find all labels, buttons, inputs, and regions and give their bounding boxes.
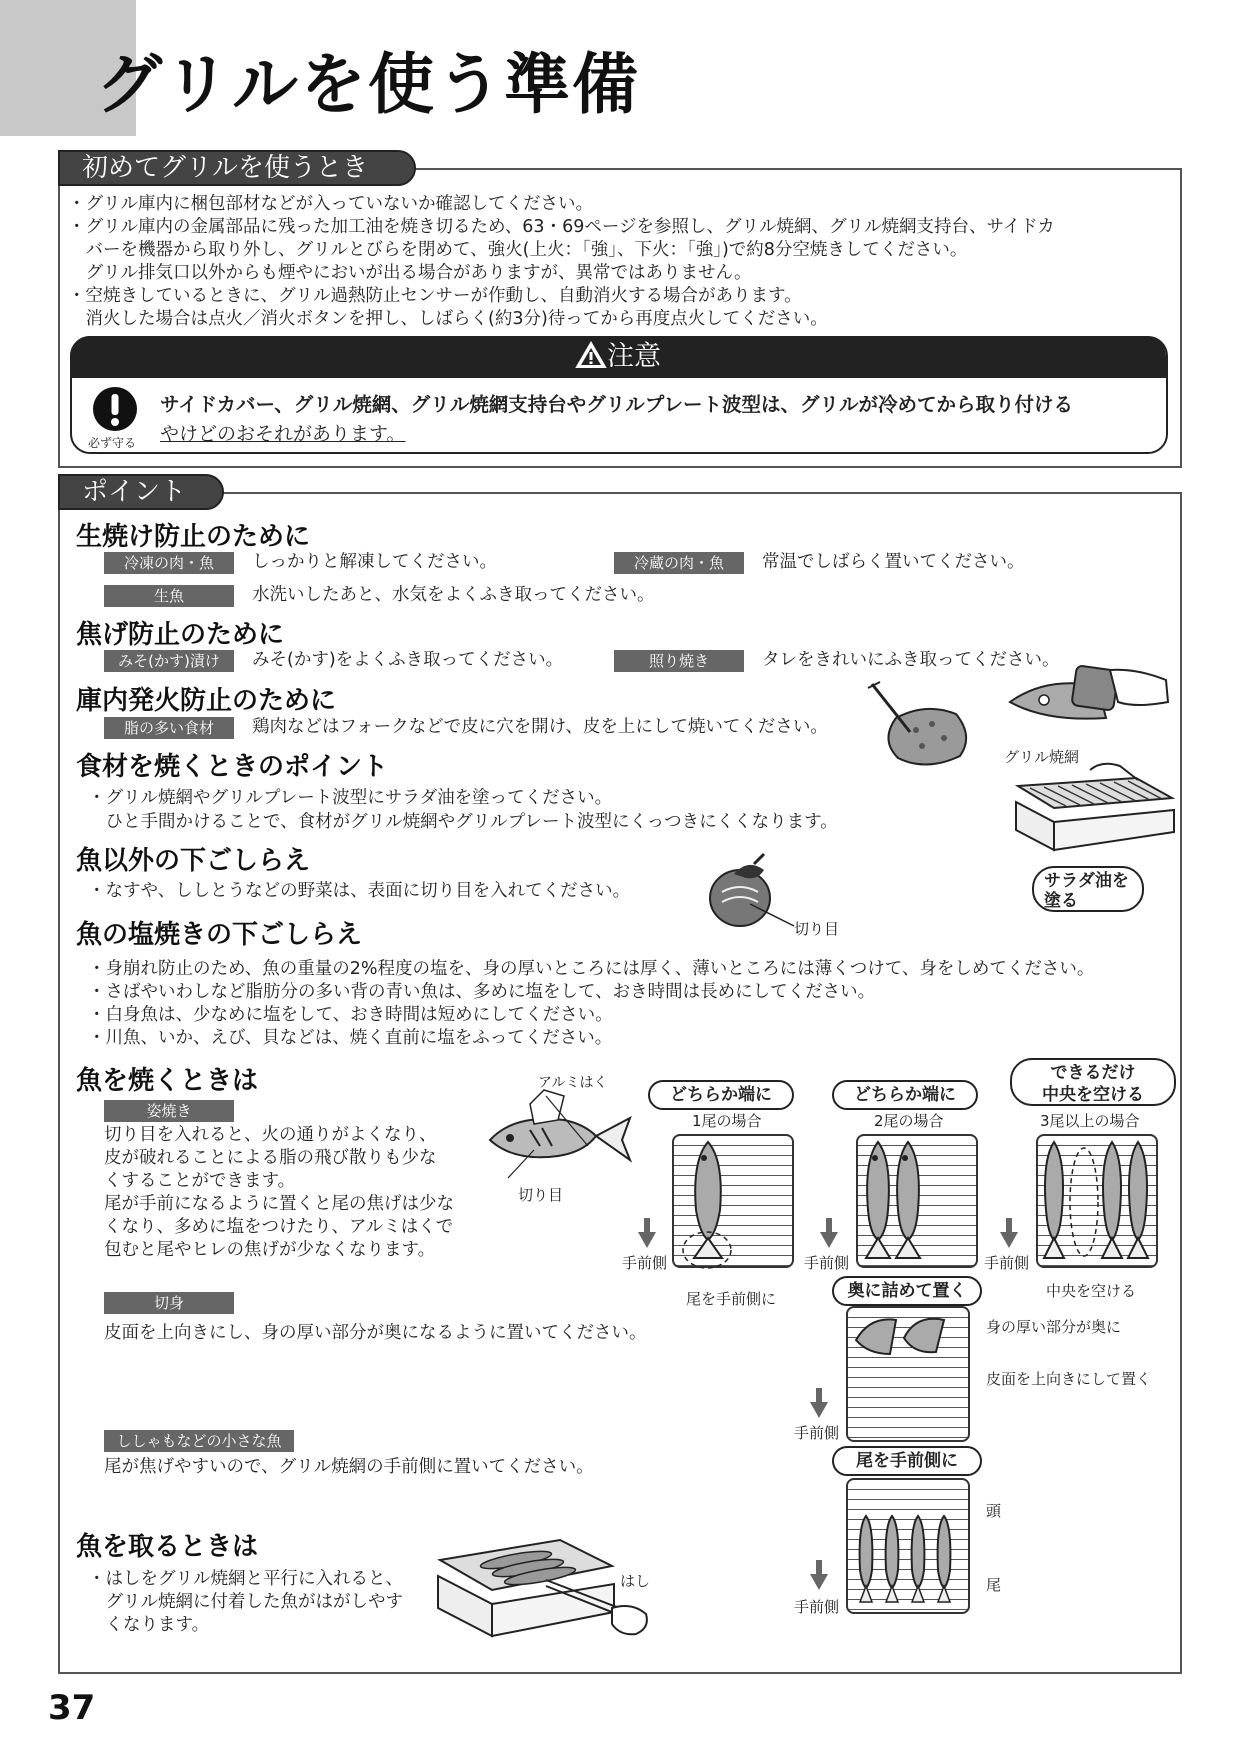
case3-pill-line2: 中央を空ける: [1042, 1085, 1144, 1105]
grill-tips-line: ・グリル焼網やグリルプレート波型にサラダ油を塗ってください。: [88, 788, 613, 808]
fish-heading: 魚を焼くときは: [76, 1066, 259, 1096]
burn-text-teriyaki: タレをきれいにふき取ってください。: [762, 650, 1060, 670]
case3-sub: 3尾以上の場合: [1040, 1112, 1140, 1130]
small-fish-front: 手前側: [794, 1598, 840, 1616]
tag-chilled: 冷蔵の肉・魚: [614, 552, 744, 574]
points-heading: ポイント: [58, 474, 224, 510]
case2-sub: 2尾の場合: [874, 1112, 944, 1130]
veg-heading: 魚以外の下ごしらえ: [76, 846, 311, 876]
case2-pill: どちらか端に: [832, 1080, 978, 1110]
whole-fish-line: くすることができます。: [104, 1171, 296, 1191]
grill-grate-illustration: [1010, 760, 1180, 860]
whole-fish-line: 包むと尾やヒレの焦げが少なくなります。: [104, 1240, 436, 1260]
caution-bar: [70, 336, 1166, 378]
first-use-line: ・空焼きしているときに、グリル過熱防止センサーが作動し、自動消火する場合があります。: [68, 286, 802, 306]
tag-teriyaki: 照り焼き: [614, 650, 744, 672]
whole-fish-cut-label: 切り目: [518, 1186, 564, 1204]
raw-text-frozen: しっかりと解凍してください。: [252, 552, 497, 572]
caution-title: 注意: [607, 341, 661, 372]
veg-line: ・なすや、ししとうなどの野菜は、表面に切り目を入れてください。: [88, 881, 631, 901]
tag-whole-fish: 姿焼き: [104, 1100, 234, 1122]
caution-main-text: サイドカバー、グリル焼網、グリル焼網支持台やグリルプレート波型は、グリルが冷めてから取り付ける: [160, 393, 1073, 416]
fillet-front: 手前側: [794, 1424, 840, 1442]
whole-fish-line: くなり、多めに塩をつけたり、アルミはくで: [104, 1217, 454, 1237]
head-label: 頭: [986, 1502, 1002, 1520]
arrow-down-icon: [810, 1560, 828, 1594]
case1-front: 手前側: [622, 1254, 668, 1272]
case1-fish: [688, 1140, 728, 1266]
burn-heading: 焦げ防止のために: [76, 620, 285, 650]
whole-fish-illustration: [484, 1090, 634, 1186]
first-use-line: 消火した場合は点火／消火ボタンを押し、しばらく(約3分)待ってから再度点火してください。: [68, 309, 828, 329]
veg-cut-label: 切り目: [794, 920, 840, 938]
tail-pill: 尾を手前側に: [832, 1446, 982, 1476]
salad-oil-badge: [1032, 866, 1144, 912]
case3-fish: [1040, 1140, 1152, 1266]
exclamation-icon: [92, 386, 138, 436]
caution-sub-text: やけどのおそれがあります。: [160, 423, 406, 445]
salt-line: ・身崩れ防止のため、魚の重量の2%程度の塩を、身の厚いところには厚く、薄いところには薄くつけて、身をしめてください。: [88, 959, 1095, 979]
grate-label: グリル焼網: [1004, 748, 1080, 766]
arrow-down-icon: [810, 1388, 828, 1422]
fire-heading: 庫内発火防止のために: [76, 686, 337, 716]
small-fish-text: 尾が焦げやすいので、グリル焼網の手前側に置いてください。: [104, 1457, 594, 1477]
thick-back-label: 身の厚い部分が奥に: [986, 1318, 1122, 1336]
tag-miso: みそ(かす)漬け: [104, 650, 234, 672]
salad-oil-label-2: 塗る: [1044, 891, 1078, 911]
tag-raw-fish: 生魚: [104, 585, 234, 607]
small-fish-illustration: [856, 1514, 956, 1610]
tag-small-fish: ししゃもなどの小さな魚: [104, 1430, 294, 1452]
salt-line: ・川魚、いか、えび、貝などは、焼く直前に塩をふってください。: [88, 1028, 613, 1048]
raw-text-chilled: 常温でしばらく置いてください。: [762, 552, 1025, 572]
back-pill: 奥に詰めて置く: [832, 1276, 982, 1306]
case1-pill: どちらか端に: [648, 1080, 794, 1110]
raw-heading: 生焼け防止のために: [76, 522, 311, 552]
remove-text: [88, 1568, 403, 1637]
whole-fish-text: [104, 1124, 454, 1262]
must-follow-label: 必ず守る: [88, 436, 137, 450]
arrow-down-icon: [820, 1218, 838, 1252]
first-use-line: バーを機器から取り外し、グリルとびらを閉めて、強火(上火：「強」、下火：「強」)で約8分空焼きしてください。: [68, 240, 968, 260]
chopsticks-label: はし: [620, 1572, 651, 1590]
fillet-text: 皮面を上向きにし、身の厚い部分が奥になるように置いてください。: [104, 1323, 647, 1343]
first-use-line: グリル排気口以外からも煙やにおいが出る場合がありますが、異常ではありません。: [68, 263, 752, 283]
salad-oil-label-1: サラダ油を: [1044, 871, 1129, 891]
tag-fillet: 切身: [104, 1292, 234, 1314]
remove-line: ・はしをグリル焼網と平行に入れると、: [88, 1569, 403, 1589]
case2-fish: [862, 1140, 926, 1266]
whole-fish-line: 皮が破れることによる脂の飛び散りも少な: [104, 1148, 437, 1168]
remove-line: グリル焼網に付着した魚がはがしやす: [88, 1592, 403, 1612]
fillet-illustration: [852, 1312, 952, 1362]
page-number: 37: [48, 1688, 96, 1728]
remove-heading: 魚を取るときは: [76, 1532, 259, 1562]
warning-triangle-icon: [575, 340, 607, 382]
tail-label: 尾: [986, 1576, 1002, 1594]
first-use-line: ・グリル庫内に梱包部材などが入っていないか確認してください。: [68, 194, 593, 214]
salt-line: ・さばやいわしなど脂肪分の多い背の青い魚は、多めに塩をして、おき時間は長めにしてください。: [88, 982, 876, 1002]
tag-fatty: 脂の多い食材: [104, 717, 234, 739]
whole-fish-line: 尾が手前になるように置くと尾の焦げは少な: [104, 1194, 454, 1214]
first-use-heading: 初めてグリルを使うとき: [58, 150, 416, 186]
burn-text-miso: みそ(かす)をよくふき取ってください。: [252, 650, 564, 670]
skin-up-label: 皮面を上向きにして置く: [986, 1370, 1152, 1388]
whole-fish-line: 切り目を入れると、火の通りがよくなり、: [104, 1125, 437, 1145]
case3-pill-line1: できるだけ: [1050, 1063, 1136, 1083]
arrow-down-icon: [638, 1218, 656, 1252]
center-empty-label: 中央を空ける: [1046, 1282, 1137, 1300]
wipe-fish-illustration: [1006, 662, 1172, 728]
case2-front: 手前側: [804, 1254, 850, 1272]
salt-line: ・白身魚は、少なめに塩をして、おき時間は短めにしてください。: [88, 1005, 613, 1025]
salt-heading: 魚の塩焼きの下ごしらえ: [76, 920, 363, 950]
first-use-line: ・グリル庫内の金属部品に残った加工油を焼き切るため、63・69ページを参照し、グリル焼網、グリル焼網支持台、サイドカ: [68, 217, 1055, 237]
case1-sub: 1尾の場合: [692, 1112, 762, 1130]
case3-pill: [1010, 1058, 1176, 1106]
foil-label: アルミはく: [538, 1075, 608, 1091]
fire-text: 鶏肉などはフォークなどで皮に穴を開け、皮を上にして焼いてください。: [252, 717, 828, 737]
page-title: グリルを使う準備: [96, 46, 640, 123]
case3-front: 手前側: [984, 1254, 1030, 1272]
grill-tips-heading: 食材を焼くときのポイント: [76, 752, 389, 782]
arrow-down-icon: [1000, 1218, 1018, 1252]
tag-frozen: 冷凍の肉・魚: [104, 552, 234, 574]
fork-chicken-illustration: [866, 680, 976, 774]
raw-text-fish: 水洗いしたあと、水気をよくふき取ってください。: [252, 585, 655, 605]
grill-tips-line: ひと手間かけることで、食材がグリル焼網やグリルプレート波型にくっつきにくくなります。: [88, 812, 838, 832]
tail-front-label: 尾を手前側に: [686, 1290, 777, 1308]
remove-line: くなります。: [88, 1615, 210, 1635]
